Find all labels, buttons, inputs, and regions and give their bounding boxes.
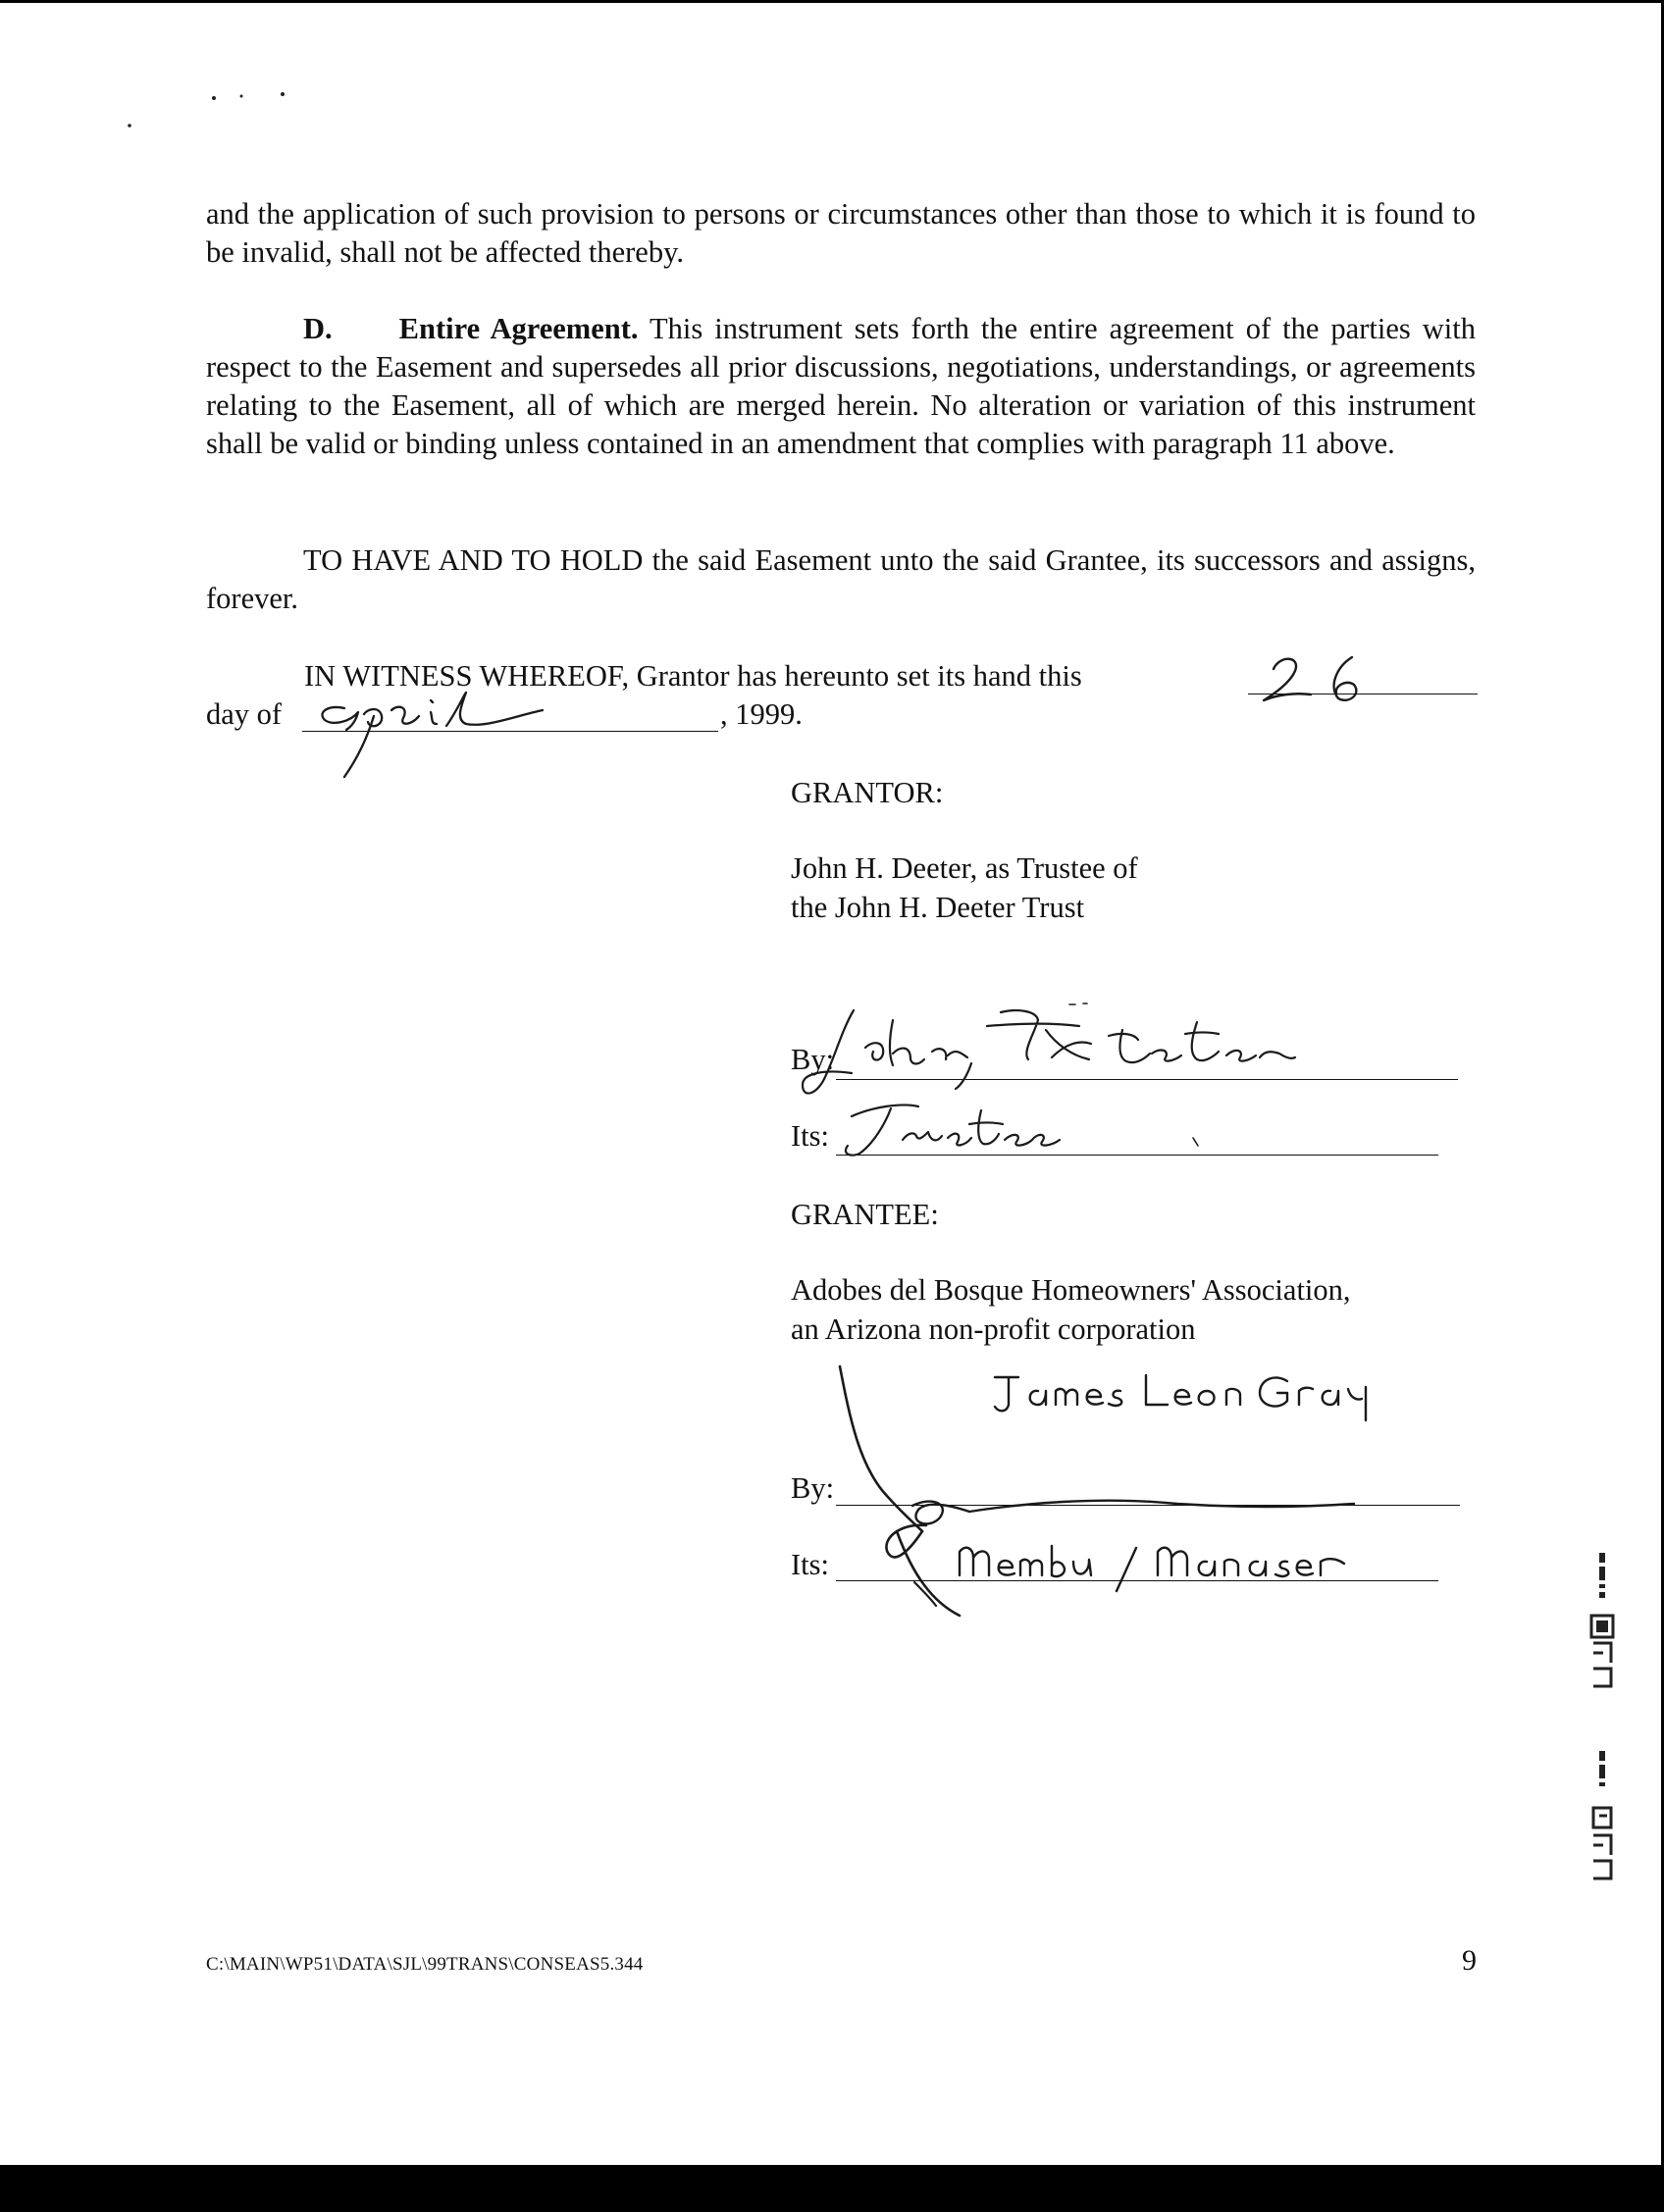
grantor-name-line1: John H. Deeter, as Trustee of [791,851,1138,885]
entire-agreement-paragraph [206,310,1476,463]
stray-mark [1191,1136,1201,1150]
scan-border-top [0,0,1664,3]
section-title: Entire Agreement. [398,312,639,345]
grantor-name-line2: the John H. Deeter Trust [791,891,1085,924]
witness-line: IN WITNESS WHEREOF, Grantor has hereunto set its hand this [304,659,1082,693]
day-of-label: day of [206,697,283,731]
handwritten-day-26 [1256,647,1383,706]
year-text: , 1999. [720,697,803,731]
grantor-by-label: By: [791,1043,835,1076]
section-text: This instrument sets forth the entire agreement of the parties with respect to the Easement and supersedes all prior discussions, negotiations, understandings, or agreements relating to the Easement, all of which are merged herein. No alteration or variation of this instrument shall be valid or binding unless contained in an amendment that complies with paragraph 11 above. [206,312,1476,460]
grantee-by-label: By: [791,1471,835,1505]
footer-file-path: C:\MAIN\WP51\DATA\SJL\99TRANS\CONSEAS5.344 [206,1954,644,1975]
severability-paragraph-tail: and the application of such provision to persons or circumstances other than those to which it is found to be invalid, shall not be affected thereby. [206,197,1476,269]
grantee-name-line1: Adobes del Bosque Homeowners' Association, [791,1273,1351,1307]
scan-specks [118,84,314,143]
handwritten-month-april [299,687,554,781]
grantor-its-handwritten-trustee [834,1097,1069,1165]
grantee-heading: GRANTEE: [791,1198,939,1231]
grantee-its-label: Its: [791,1548,829,1581]
scan-border-bottom [0,2165,1664,2212]
page-number: 9 [1462,1944,1477,1977]
section-label: D. [303,312,333,345]
grantor-signature [795,1001,1305,1108]
grantee-its-handwritten-member-manager [952,1540,1354,1597]
habendum-paragraph: TO HAVE AND TO HOLD the said Easement unto the said Grantee, its successors and assigns, forever. [206,543,1476,615]
grantor-heading: GRANTOR: [791,776,944,809]
scanner-margin-stamp [1582,1545,1631,1908]
grantor-its-label: Its: [791,1119,829,1153]
grantee-name-line2: an Arizona non-profit corporation [791,1312,1196,1346]
